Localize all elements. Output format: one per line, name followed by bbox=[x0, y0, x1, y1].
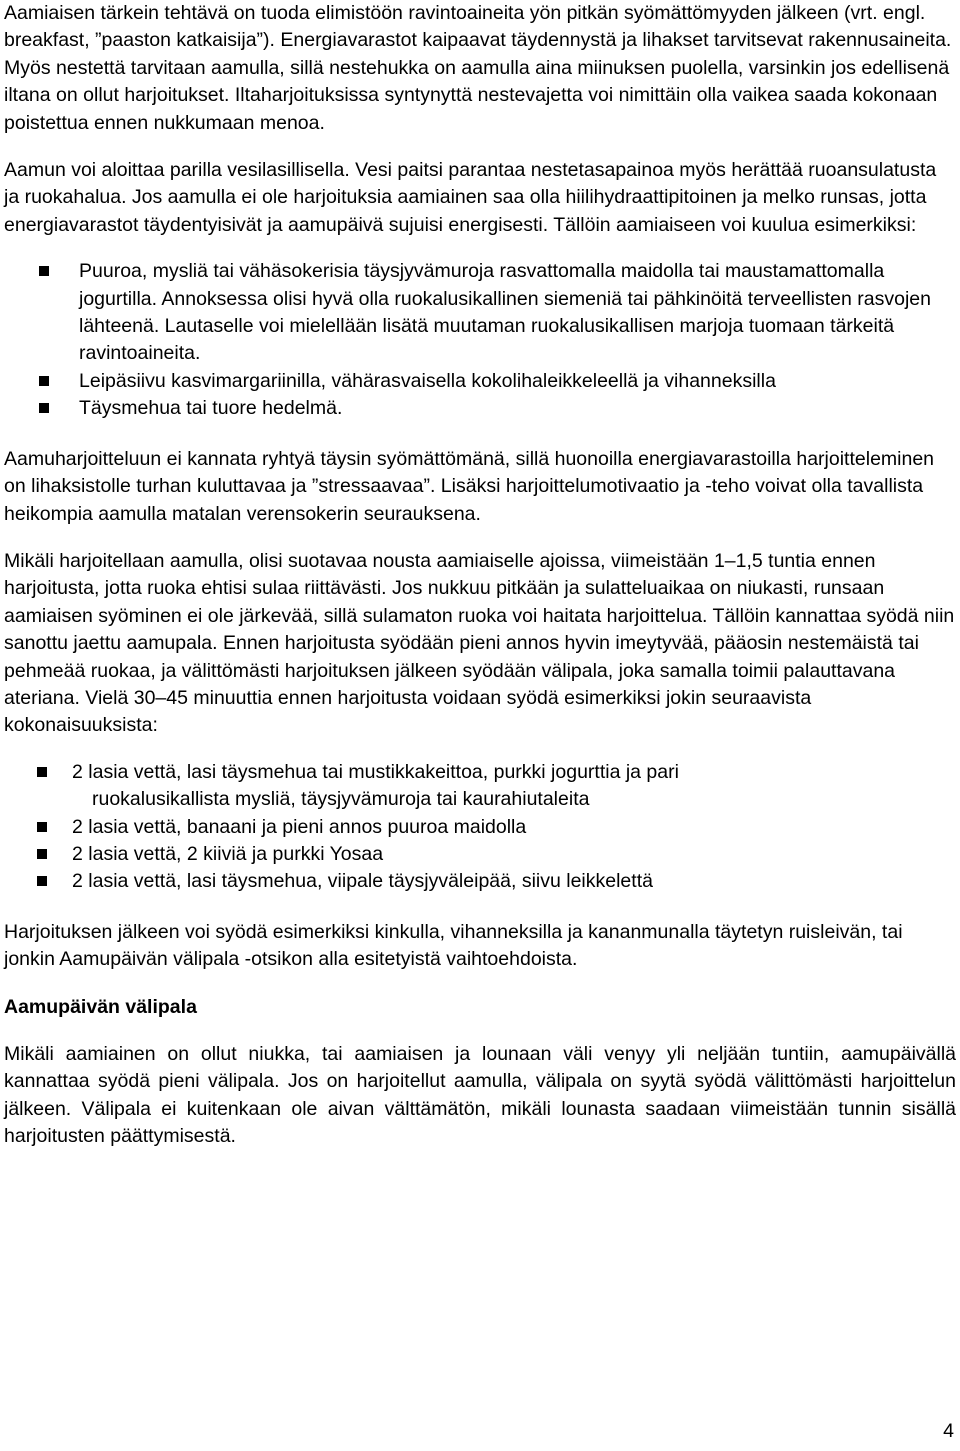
breakfast-examples-list bbox=[4, 258, 956, 422]
list-item: Täysmehua tai tuore hedelmä. bbox=[4, 395, 956, 422]
page-number: 4 bbox=[943, 1420, 954, 1442]
list-item: Puuroa, mysliä tai vähäsokerisia täysjyvämuroja rasvattomalla maidolla tai maustamattomalla jogurtilla. Annoksessa olisi hyvä olla ruokalusikallinen siemeniä tai pähkinöitä terveellisten rasvojen lähteenä. Lautaselle voi mielellään lisätä muutaman ruokalusikallisen marjoja tuomaan tärkeitä ravintoaineita. bbox=[4, 258, 956, 368]
list-item: 2 lasia vettä, lasi täysmehua, viipale täysjyväleipää, siivu leikkelettä bbox=[4, 868, 956, 895]
bullet-square-icon bbox=[37, 876, 47, 886]
list-item: 2 lasia vettä, lasi täysmehua tai mustikkakeittoa, purkki jogurttia ja pari ruokalusikallista mysliä, täysjyvämuroja tai kaurahiutaleita bbox=[4, 759, 956, 814]
paragraph-morning-snack: Mikäli aamiainen on ollut niukka, tai aamiaisen ja lounaan väli venyy yli neljään tuntiin, aamupäivällä kannattaa syödä pieni välipala. Jos on harjoitellut aamulla, välipala on syytä syödä välittömästi harjoittelun jälkeen. Välipala ei kuitenkaan ole aivan välttämätön, mikäli lounasta saadaan viimeistään tunnin sisällä harjoitusten päättymisestä. bbox=[4, 1043, 956, 1148]
paragraph-morning-water: Aamun voi aloittaa parilla vesilasillisella. Vesi paitsi parantaa nestetasapainoa myös herättää ruoansulatusta ja ruokahalua. Jos aamulla ei ole harjoituksia aamiainen saa olla hiilihydraattipitoinen ja melko runsas, jotta energiavarastot täydentyisivät ja aamupäivä sujuisi energisesti. Tällöin aamiaiseen voi kuulua esimerkiksi: bbox=[4, 159, 937, 236]
bullet-square-icon bbox=[37, 767, 47, 777]
bullet-square-icon bbox=[37, 822, 47, 832]
list-item: 2 lasia vettä, banaani ja pieni annos puuroa maidolla bbox=[4, 814, 956, 841]
paragraph-breakfast-purpose: Aamiaisen tärkein tehtävä on tuoda elimistöön ravintoaineita yön pitkän syömättömyyden jälkeen (vrt. engl. breakfast, ”paaston katkaisija”). Energiavarastot kaipaavat täydennystä ja lihakset tarvitsevat rakennusaineita. Myös nestettä tarvitaan aamulla, sillä nestehukka on aamulla aina miinuksen puolella, varsinkin jos edellisenä iltana on ollut harjoitukset. Iltaharjoituksissa syntynyttä nestevajetta voi nimittäin olla vaikea saada kokonaan poistettua ennen nukkumaan menoa. bbox=[4, 2, 952, 134]
paragraph-morning-training: Aamuharjoitteluun ei kannata ryhtyä täysin syömättömänä, sillä huonoilla energiavarastoilla harjoitteleminen on lihaksistolle turhan kuluttavaa ja ”stressaavaa”. Lisäksi harjoittelumotivaatio ja -teho voivat olla tavallista heikompia aamulla matalan verensokerin seurauksena. bbox=[4, 447, 935, 525]
bullet-square-icon bbox=[39, 376, 49, 386]
bullet-square-icon bbox=[39, 403, 49, 413]
bullet-square-icon bbox=[37, 849, 47, 859]
section-heading: Aamupäivän välipala bbox=[4, 995, 197, 1018]
document-page bbox=[4, 0, 956, 1151]
paragraph-after-training: Harjoituksen jälkeen voi syödä esimerkiksi kinkulla, vihanneksilla ja kananmunalla täytetyn ruisleivän, tai jonkin Aamupäivän välipala -otsikon alla esitetyistä vaihtoehdoista. bbox=[4, 920, 903, 971]
bullet-square-icon bbox=[39, 266, 49, 276]
pre-training-snacks-list bbox=[4, 759, 956, 896]
list-item: 2 lasia vettä, 2 kiiviä ja purkki Yosaa bbox=[4, 841, 956, 868]
paragraph-split-breakfast: Mikäli harjoitellaan aamulla, olisi suotavaa nousta aamiaiselle ajoissa, viimeistään 1–1,5 tuntia ennen harjoitusta, jotta ruoka ehtisi sulaa riittävästi. Jos nukkuu pitkään ja sulatteluaikaa on niukasti, runsaan aamiaisen syöminen ei ole järkevää, sillä sulamaton ruoka voi haitata harjoittelua. Tällöin kannattaa syödä niin sanottu jaettu aamupala. Ennen harjoitusta syödään pieni annos hyvin imeytyvää, pääosin nestemäistä tai pehmeää ruokaa, ja välittömästi harjoituksen jälkeen syödään välipala, joka samalla toimii palauttavana ateriana. Vielä 30–45 minuuttia ennen harjoitusta voidaan syödä esimerkiksi jokin seuraavista kokonaisuuksista: bbox=[4, 549, 955, 737]
list-item: Leipäsiivu kasvimargariinilla, vähärasvaisella kokolihaleikkeleellä ja vihanneksilla bbox=[4, 368, 956, 395]
